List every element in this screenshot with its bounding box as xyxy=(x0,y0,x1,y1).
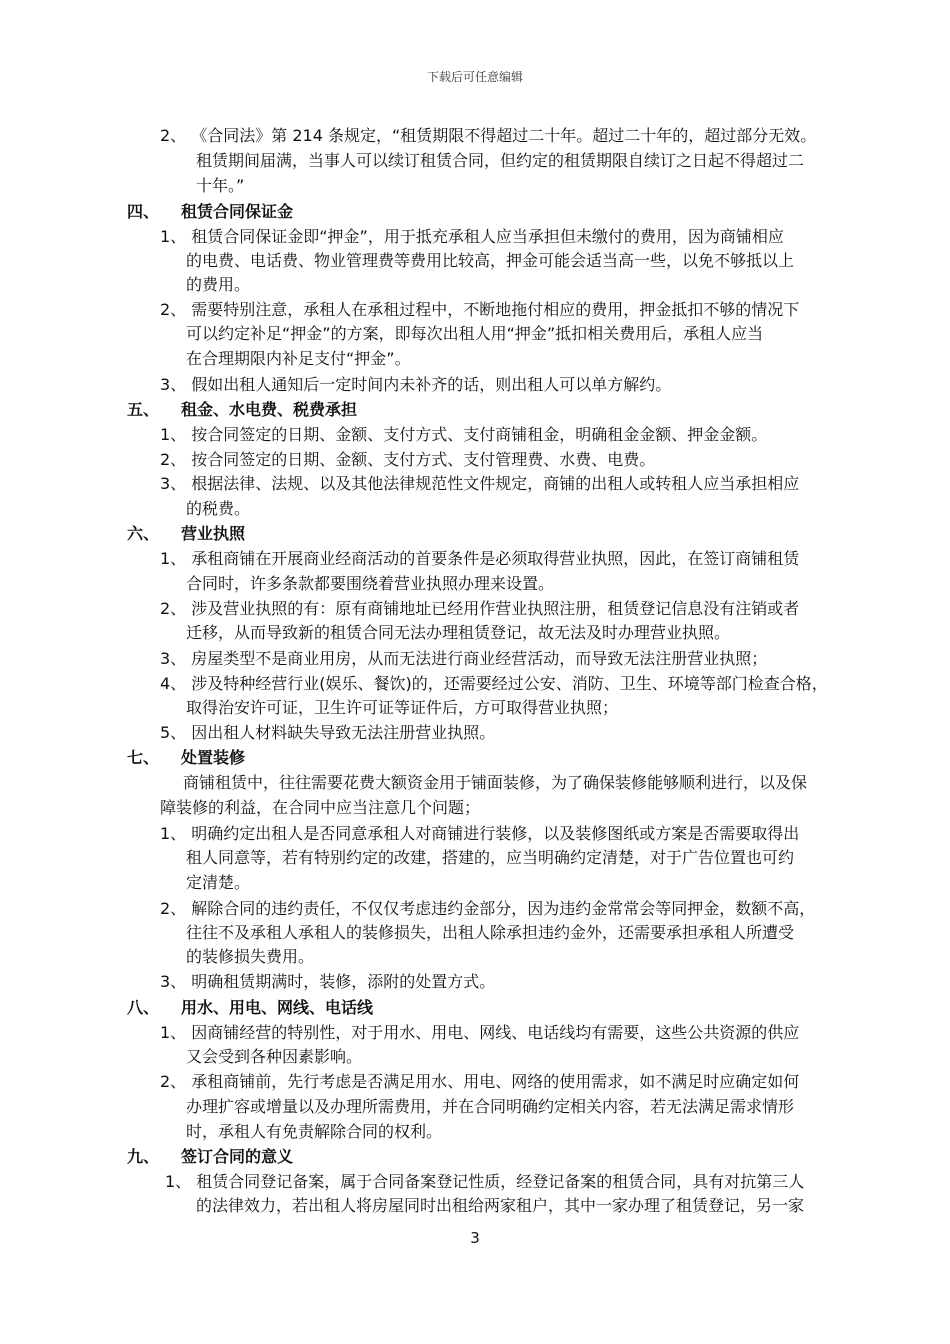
text-line: 2、 解除合同的违约责任，不仅仅考虑违约金部分，因为违约金常常会等同押金，数额不高， xyxy=(160,899,816,918)
text-line: 十年。” xyxy=(196,176,245,195)
text-line: 的装修损失费用。 xyxy=(186,947,315,966)
section-heading: 签订合同的意义 xyxy=(181,1147,294,1166)
section-heading: 五、 xyxy=(127,400,160,419)
text-line: 又会受到各种因素影响。 xyxy=(186,1047,363,1066)
text-line: 迁移，从而导致新的租赁合同无法办理租赁登记，故无法及时办理营业执照。 xyxy=(186,623,731,642)
section-heading: 八、 xyxy=(127,998,160,1017)
text-line: 往往不及承租人承租人的装修损失，出租人除承担违约金外，还需要承担承租人所遭受 xyxy=(186,923,795,942)
text-line: 2、 按合同签定的日期、金额、支付方式、支付管理费、水费、电费。 xyxy=(160,450,656,469)
text-line: 合同时，许多条款都要围绕着营业执照办理来设置。 xyxy=(186,574,555,593)
text-line: 的电费、电话费、物业管理费等费用比较高，押金可能会适当高一些，以免不够抵以上 xyxy=(186,251,795,270)
text-line: 1、 因商铺经营的特别性，对于用水、用电、网线、电话线均有需要，这些公共资源的供应 xyxy=(160,1023,800,1042)
text-line: 的费用。 xyxy=(186,275,251,294)
section-heading: 九、 xyxy=(127,1147,160,1166)
text-line: 2、 涉及营业执照的有：原有商铺地址已经用作营业执照注册，租赁登记信息没有注销或者 xyxy=(160,599,800,618)
text-line: 2、 《合同法》第 214 条规定，“租赁期限不得超过二十年。超过二十年的，超过部分无效。 xyxy=(160,126,817,145)
text-line: 1、 承租商铺在开展商业经商活动的首要条件是必须取得营业执照，因此，在签订商铺租赁 xyxy=(160,549,800,568)
text-line: 在合理期限内补足支付“押金”。 xyxy=(186,349,411,368)
text-line: 定清楚。 xyxy=(186,873,251,892)
text-line: 1、 租赁合同保证金即“押金”，用于抵充承租人应当承担但未缴付的费用，因为商铺相应 xyxy=(160,227,784,246)
text-line: 2、 需要特别注意，承租人在承租过程中，不断地拖付相应的费用，押金抵扣不够的情况下 xyxy=(160,300,800,319)
text-line: 的税费。 xyxy=(186,499,251,518)
text-line: 1、 租赁合同登记备案，属于合同备案登记性质，经登记备案的租赁合同，具有对抗第三人 xyxy=(165,1172,805,1191)
section-heading: 四、 xyxy=(127,202,160,221)
text-line: 3、 房屋类型不是商业用房，从而无法进行商业经营活动，而导致无法注册营业执照； xyxy=(160,649,768,668)
section-heading: 营业执照 xyxy=(181,524,246,543)
text-line: 障装修的利益，在合同中应当注意几个问题； xyxy=(160,798,481,817)
text-line: 5、 因出租人材料缺失导致无法注册营业执照。 xyxy=(160,723,496,742)
text-line: 的法律效力，若出租人将房屋同时出租给两家租户，其中一家办理了租赁登记，另一家 xyxy=(196,1196,805,1215)
section-heading: 处置装修 xyxy=(181,748,246,767)
text-line: 2、 承租商铺前，先行考虑是否满足用水、用电、网络的使用需求，如不满足时应确定如何 xyxy=(160,1072,800,1091)
section-heading: 七、 xyxy=(127,748,160,767)
text-line: 办理扩容或增量以及办理所需费用，并在合同明确约定相关内容，若无法满足需求情形 xyxy=(186,1097,795,1116)
text-line: 3、 根据法律、法规、以及其他法律规范性文件规定，商铺的出租人或转租人应当承担相应 xyxy=(160,474,800,493)
section-heading: 租赁合同保证金 xyxy=(181,202,294,221)
page-number: 3 xyxy=(470,1229,480,1247)
section-heading: 租金、水电费、税费承担 xyxy=(181,400,358,419)
text-line: 1、 明确约定出租人是否同意承租人对商铺进行装修，以及装修图纸或方案是否需要取得出 xyxy=(160,824,800,843)
text-line: 租赁期间届满，当事人可以续订租赁合同，但约定的租赁期限自续订之日起不得超过二 xyxy=(196,151,805,170)
text-line: 商铺租赁中，往往需要花费大额资金用于铺面装修，为了确保装修能够顺利进行，以及保 xyxy=(183,773,808,792)
text-line: 时，承租人有免责解除合同的权利。 xyxy=(186,1122,443,1141)
text-line: 3、 明确租赁期满时，装修，添附的处置方式。 xyxy=(160,972,496,991)
section-heading: 用水、用电、网线、电话线 xyxy=(181,998,374,1017)
section-heading: 六、 xyxy=(127,524,160,543)
text-line: 取得治安许可证，卫生许可证等证件后，方可取得营业执照； xyxy=(186,698,619,717)
text-line: 3、 假如出租人通知后一定时间内未补齐的话，则出租人可以单方解约。 xyxy=(160,375,672,394)
text-line: 4、 涉及特种经营行业(娱乐、餐饮)的，还需要经过公安、消防、卫生、环境等部门检查合格， xyxy=(160,674,828,693)
page-header: 下载后可任意编辑 xyxy=(426,70,523,84)
text-line: 租人同意等，若有特别约定的改建，搭建的，应当明确约定清楚，对于广告位置也可约 xyxy=(186,848,795,867)
text-line: 可以约定补足“押金”的方案，即每次出租人用“押金”抵扣相关费用后，承租人应当 xyxy=(186,324,764,343)
text-line: 1、 按合同签定的日期、金额、支付方式、支付商铺租金，明确租金金额、押金金额。 xyxy=(160,425,768,444)
